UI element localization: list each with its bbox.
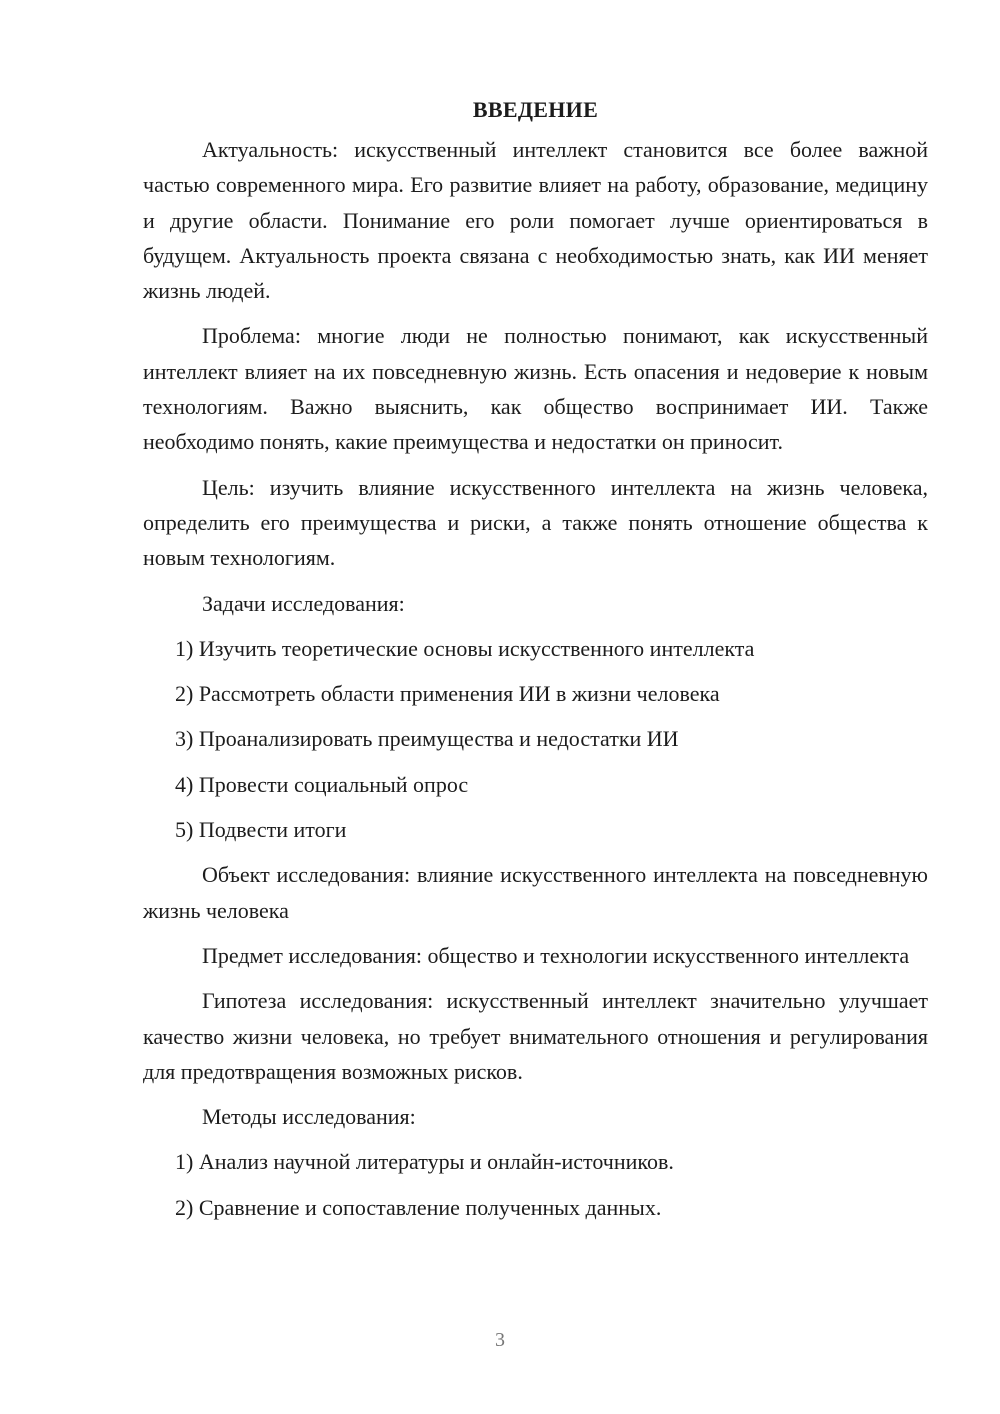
list-item: 1) Анализ научной литературы и онлайн-источников. (175, 1149, 674, 1175)
tasks-heading: Задачи исследования: (202, 590, 405, 616)
subject-paragraph: Предмет исследования: общество и технологии искусственного интеллекта (202, 942, 910, 968)
goal-paragraph: Цель: изучить влияние искусственного интеллекта на жизнь человека, определить его преимущества и риски, а также понять отношение общества к новым технологиям. (143, 474, 928, 571)
list-item: 1) Изучить теоретические основы искусственного интеллекта (175, 635, 755, 661)
list-item: 2) Рассмотреть области применения ИИ в жизни человека (175, 681, 720, 707)
page-number: 3 (495, 1329, 505, 1351)
page-title: ВВЕДЕНИЕ (472, 97, 599, 122)
relevance-paragraph: Актуальность: искусственный интеллект становится все более важной частью современного мира. Его развитие влияет на работу, образование, медицину и другие области. Понимание его роли помогает лучше ориентироваться в будущем. Актуальность проекта связана с необходимостью знать, как ИИ меняет жизнь людей. (143, 137, 928, 304)
list-item: 3) Проанализировать преимущества и недостатки ИИ (175, 726, 679, 752)
hypothesis-paragraph: Гипотеза исследования: искусственный интеллект значительно улучшает качество жизни человека, но требует внимательного отношения и регулирования для предотвращения возможных рисков. (143, 988, 928, 1084)
list-item: 4) Провести социальный опрос (175, 771, 469, 797)
list-item: 2) Сравнение и сопоставление полученных данных. (175, 1194, 662, 1220)
methods-heading: Методы исследования: (202, 1104, 416, 1130)
tasks-list (143, 631, 928, 847)
methods-list (143, 1144, 928, 1225)
document-page (143, 92, 928, 1235)
object-paragraph: Объект исследования: влияние искусственного интеллекта на повседневную жизнь человека (143, 862, 928, 923)
problem-paragraph: Проблема: многие люди не полностью понимают, как искусственный интеллект влияет на их повседневную жизнь. Есть опасения и недоверие к новым технологиям. Важно выяснить, как общество воспринимает ИИ. Также необходимо понять, какие преимущества и недостатки он приносит. (143, 323, 928, 455)
list-item: 5) Подвести итоги (175, 817, 347, 843)
